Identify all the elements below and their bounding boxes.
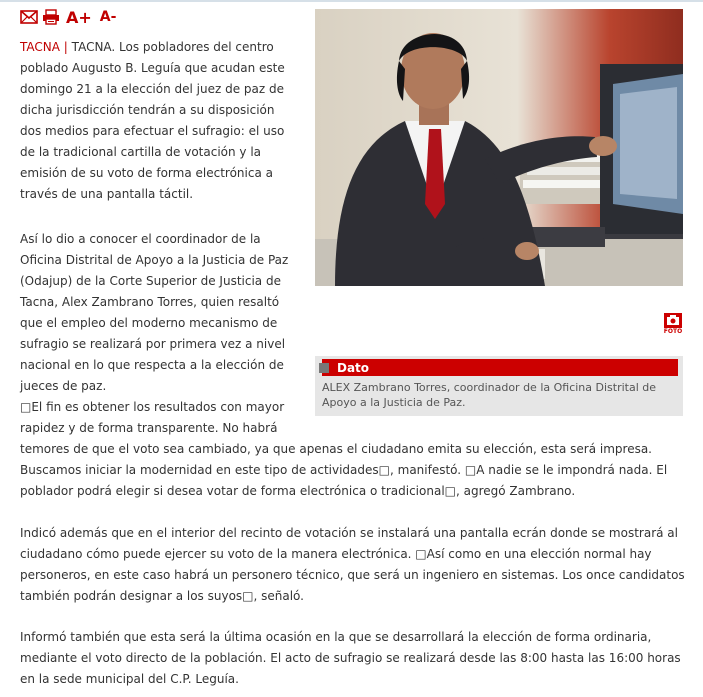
font-decrease-button[interactable]: A- xyxy=(99,9,117,25)
square-icon xyxy=(319,363,329,373)
dato-label: Dato xyxy=(337,360,370,375)
article-paragraph-3-start: □El fin es obtener los resultados con mayor rapidez y de forma transparente. No habrá xyxy=(20,400,285,435)
dateline-location: TACNA xyxy=(20,40,60,54)
article-paragraph-1 xyxy=(20,37,290,205)
dato-caption-box xyxy=(315,356,683,416)
article-photo xyxy=(315,9,683,286)
top-border xyxy=(0,0,703,2)
dateline-separator: | xyxy=(63,40,68,54)
print-icon[interactable] xyxy=(42,9,60,25)
article-paragraph-2: Así lo dio a conocer el coordinador de la Oficina Distrital de Apoyo a la Justicia de Paz (Odajup) de la Corte Superior de Justicia de Tacna, Alex Zambrano Torres, quien resaltó que el empleo del moderno mecanismo de sufragio se realizará por primera vez a nivel nacional en lo que respecta a la elección de jueces de paz. xyxy=(20,232,289,393)
photo-badge-label: FOTO xyxy=(663,328,683,335)
article-toolbar xyxy=(20,7,116,27)
article-paragraph-3-rest: temores de que el voto sea cambiado, ya que apenas el ciudadano emita su elección, esta será impresa. Buscamos iniciar la modernidad en este tipo de actividades□, manifestó. □A nadie se le impondrá nada. El poblador podrá elegir si desea votar de forma electrónica o tradicional□, agregó Zambrano. xyxy=(20,442,668,498)
email-icon[interactable] xyxy=(20,9,38,25)
photo-caption: ALEX Zambrano Torres, coordinador de la Oficina Distrital de Apoyo a la Justicia de Paz. xyxy=(322,381,657,409)
font-increase-button[interactable]: A+ xyxy=(66,7,92,27)
article-paragraph-5: Informó también que esta será la última ocasión en la que se desarrollará la elección de forma ordinaria, mediante el voto directo de la población. El acto de sufragio se realizará desde las 8:00 hasta las 16:00 horas en la sede municipal del C.P. Leguía. xyxy=(20,630,681,686)
article-paragraph-4: Indicó además que en el interior del recinto de votación se instalará una pantalla ecrán donde se mostrará al ciudadano cómo puede ejercer su voto de la manera electrónica. □Así como en una elección normal hay personeros, en este caso habrá un personero técnico, que será un ingeniero en sistemas. Los once candidatos también podrán designar a los suyos□, señaló. xyxy=(20,526,685,603)
paragraph-text: TACNA. Los pobladores del centro poblado Augusto B. Leguía que acudan este domingo 21 a la elección del juez de paz de dicha jurisdicción tendrán a su disposición dos medios para efectuar el sufragio: el uso de la tradicional cartilla de votación y la emisión de su voto de forma electrónica a través de una pantalla táctil. xyxy=(20,40,285,201)
photo-gallery-icon[interactable] xyxy=(663,312,683,336)
dato-header xyxy=(322,359,678,376)
